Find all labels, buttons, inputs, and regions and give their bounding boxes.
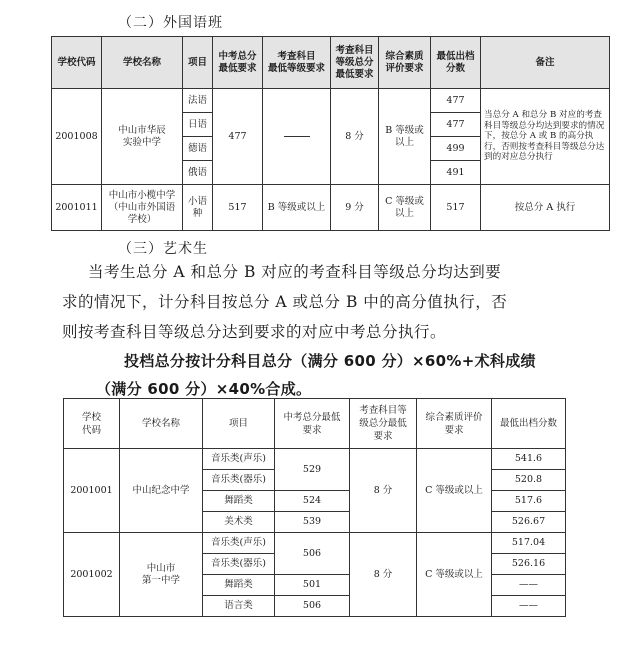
school-name: 中山市 第一中学 — [120, 533, 203, 617]
table-row — [64, 533, 566, 554]
school-code: 2001002 — [64, 533, 120, 617]
school-code: 2001008 — [52, 89, 102, 185]
header-school-code: 学校代码 — [52, 37, 102, 89]
min-grade-total: 8 分 — [350, 533, 417, 617]
school-code: 2001001 — [64, 449, 120, 533]
school-name: 中山市华辰 实验中学 — [102, 89, 183, 185]
min-score: 477 — [431, 113, 481, 137]
section-heading-art-students: （三）艺术生 — [118, 241, 208, 257]
quality-requirement: C 等级或 以上 — [379, 185, 431, 231]
item-cell: 法语 — [183, 89, 213, 113]
item-cell: 俄语 — [183, 161, 213, 185]
min-score: 517.04 — [492, 533, 566, 554]
min-score: 517 — [431, 185, 481, 231]
table-row — [52, 185, 610, 231]
header-quality: 综合素质评价 要求 — [417, 399, 492, 449]
header-note: 备注 — [481, 37, 610, 89]
min-score: 526.16 — [492, 554, 566, 575]
item-cell: 音乐类(器乐) — [203, 554, 275, 575]
note-cell: 按总分 A 执行 — [481, 185, 610, 231]
min-score: —— — [492, 596, 566, 617]
art-student-table — [63, 398, 566, 617]
paragraph-line: 当考生总分 A 和总分 B 对应的考查科目等级总分均达到要 — [88, 263, 502, 281]
paragraph-line: 求的情况下，计分科目按总分 A 或总分 B 中的高分值执行，否 — [62, 293, 508, 311]
school-name: 中山纪念中学 — [120, 449, 203, 533]
header-item: 项目 — [183, 37, 213, 89]
quality-requirement: C 等级或以上 — [417, 533, 492, 617]
item-cell: 音乐类(声乐) — [203, 449, 275, 470]
min-grade: B 等级或以上 — [263, 185, 331, 231]
score-formula-line-1: 投档总分按计分科目总分（满分 600 分）×60%+术科成绩 — [124, 352, 536, 370]
min-grade — [263, 89, 331, 185]
header-min-grade: 考查科目 最低等级要求 — [263, 37, 331, 89]
item-cell: 语言类 — [203, 596, 275, 617]
min-score: 541.6 — [492, 449, 566, 470]
quality-requirement: C 等级或以上 — [417, 449, 492, 533]
min-total: 501 — [275, 575, 350, 596]
table-header-row — [52, 37, 610, 89]
min-score: 477 — [431, 89, 481, 113]
header-min-total: 中考总分 最低要求 — [213, 37, 263, 89]
item-cell: 舞蹈类 — [203, 491, 275, 512]
section-heading-foreign-language: （二）外国语班 — [118, 15, 223, 31]
school-code: 2001011 — [52, 185, 102, 231]
min-total: 506 — [275, 533, 350, 575]
art-student-rule-paragraph — [62, 257, 608, 347]
min-score: 520.8 — [492, 470, 566, 491]
header-min-score: 最低出档 分数 — [431, 37, 481, 89]
header-school-name: 学校名称 — [120, 399, 203, 449]
min-grade-total: 8 分 — [331, 89, 379, 185]
item-cell: 舞蹈类 — [203, 575, 275, 596]
foreign-language-table — [51, 36, 610, 231]
min-score: 491 — [431, 161, 481, 185]
paragraph-line: 则按考查科目等级总分达到要求的对应中考总分执行。 — [62, 323, 447, 341]
header-min-grade-total: 考查科目 等级总分 最低要求 — [331, 37, 379, 89]
min-score: 499 — [431, 137, 481, 161]
header-min-grade-total: 考查科目等 级总分最低 要求 — [350, 399, 417, 449]
min-score: 526.67 — [492, 512, 566, 533]
table-header-row — [64, 399, 566, 449]
min-total: 529 — [275, 449, 350, 491]
school-name: 中山市小榄中学 （中山市外国语 学校） — [102, 185, 183, 231]
score-formula-line-2: （满分 600 分）×40%合成。 — [96, 380, 312, 398]
header-school-name: 学校名称 — [102, 37, 183, 89]
item-cell: 德语 — [183, 137, 213, 161]
min-grade-total: 8 分 — [350, 449, 417, 533]
min-score: 517.6 — [492, 491, 566, 512]
item-cell: 音乐类(声乐) — [203, 533, 275, 554]
item-cell: 日语 — [183, 113, 213, 137]
min-grade-total: 9 分 — [331, 185, 379, 231]
min-total: 517 — [213, 185, 263, 231]
header-school-code: 学校 代码 — [64, 399, 120, 449]
dash-mark — [284, 136, 310, 137]
min-total: 539 — [275, 512, 350, 533]
min-total: 477 — [213, 89, 263, 185]
min-total: 524 — [275, 491, 350, 512]
min-total: 506 — [275, 596, 350, 617]
header-item: 项目 — [203, 399, 275, 449]
item-cell: 美术类 — [203, 512, 275, 533]
header-min-score: 最低出档分数 — [492, 399, 566, 449]
quality-requirement: B 等级或 以上 — [379, 89, 431, 185]
note-cell: 当总分 A 和总分 B 对应的考查科目等级总分均达到要求的情况下，按总分 A 或 B 的高分执行，否则按考查科目等级总分达到的对应总分执行 — [481, 89, 610, 185]
table-row — [52, 89, 610, 113]
min-score: —— — [492, 575, 566, 596]
header-min-total: 中考总分最低 要求 — [275, 399, 350, 449]
item-cell: 小语种 — [183, 185, 213, 231]
table-row — [64, 449, 566, 470]
item-cell: 音乐类(器乐) — [203, 470, 275, 491]
header-quality: 综合素质 评价要求 — [379, 37, 431, 89]
